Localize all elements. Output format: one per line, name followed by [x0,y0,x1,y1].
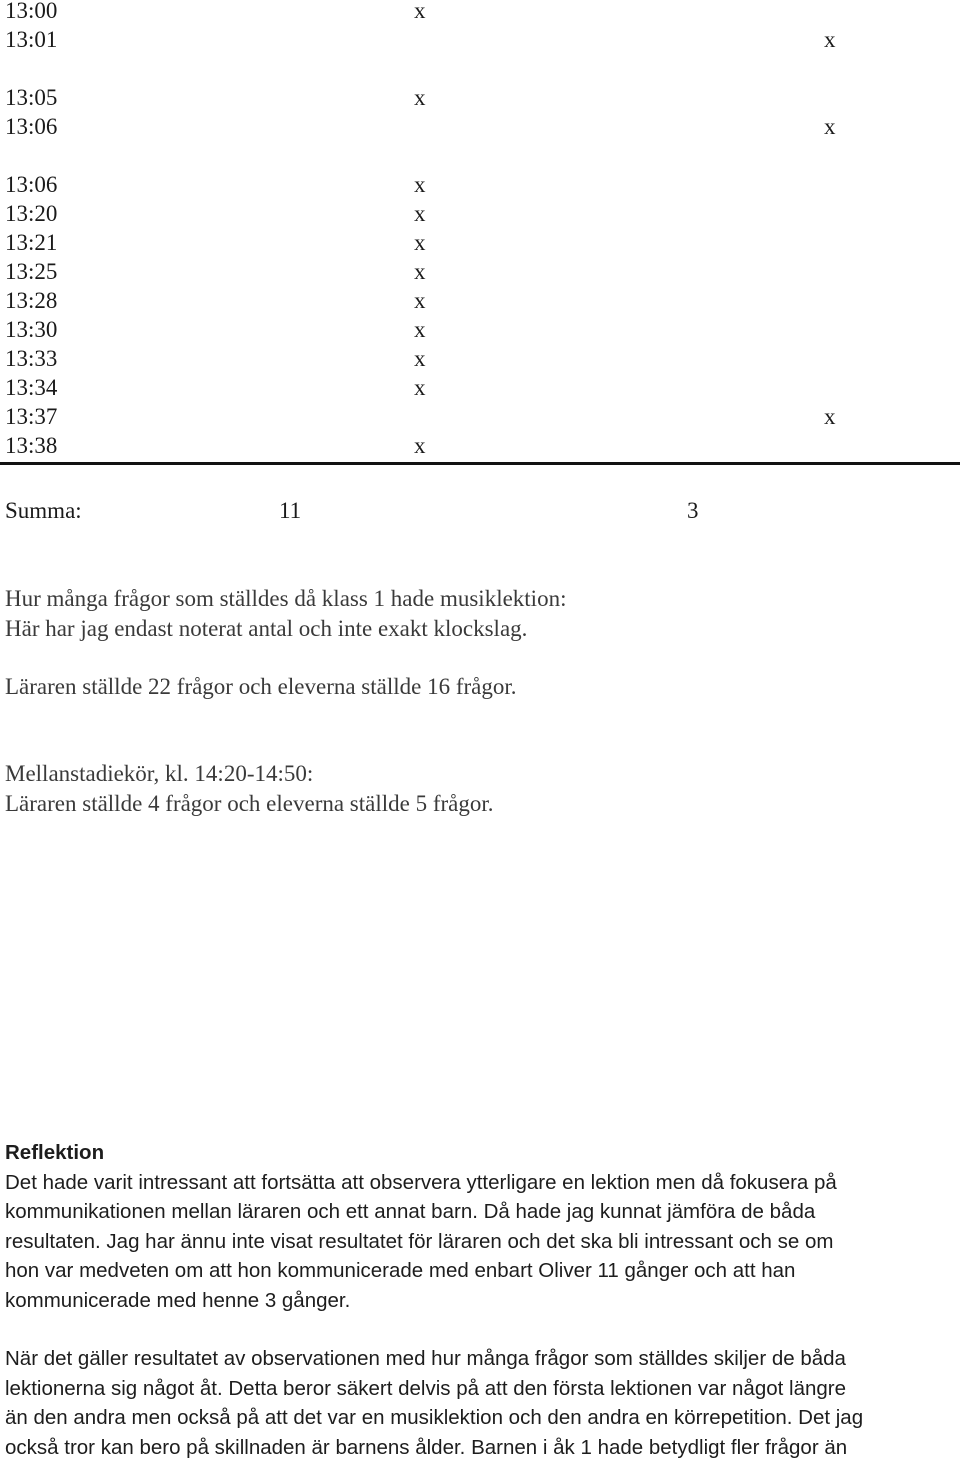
student-mark: x [824,112,836,141]
row-time: 13:00 [5,0,57,25]
teacher-mark: x [414,170,426,199]
sum-label: Summa: [5,496,82,526]
music-lesson-line2: Här har jag endast noterat antal och inte exakt klockslag. [5,614,945,644]
table-row [0,290,960,319]
table-row [0,348,960,377]
table-gap-row [0,58,960,87]
music-lesson-intro [5,584,945,643]
table-row [0,203,960,232]
sum-row [0,496,960,526]
reflection-p2-line: också tror kan bero på skillnaden är barnens ålder. Barnen i åk 1 hade betydligt fler frågor än [5,1433,953,1462]
table-row [0,319,960,348]
music-lesson-result [5,672,945,702]
row-time: 13:30 [5,315,57,344]
row-time: 13:37 [5,402,57,431]
observation-table [0,0,960,464]
table-row [0,435,960,464]
teacher-mark: x [414,315,426,344]
table-row [0,261,960,290]
table-row [0,174,960,203]
row-time: 13:25 [5,257,57,286]
teacher-mark: x [414,199,426,228]
teacher-mark: x [414,0,426,25]
sum-student-count: 3 [687,496,699,526]
table-row [0,232,960,261]
row-time: 13:21 [5,228,57,257]
table-row [0,377,960,406]
reflection-heading: Reflektion [5,1138,953,1168]
reflection-p2-line: När det gäller resultatet av observationen med hur många frågor som ställdes skiljer de båda [5,1344,953,1374]
student-mark: x [824,402,836,431]
choir-line1: Mellanstadiekör, kl. 14:20-14:50: [5,759,945,789]
table-row [0,29,960,58]
reflection-p1-line: kommunikationen mellan läraren och ett annat barn. Då hade jag kunnat jämföra de båda [5,1197,953,1227]
row-time: 13:01 [5,25,57,54]
teacher-mark: x [414,228,426,257]
row-time: 13:33 [5,344,57,373]
table-divider [0,462,960,465]
reflection-p1-line: kommunicerade med henne 3 gånger. [5,1286,953,1316]
table-row [0,0,960,29]
music-lesson-line1: Hur många frågor som ställdes då klass 1 hade musiklektion: [5,584,945,614]
reflection-section [5,1138,953,1462]
table-row [0,87,960,116]
row-time: 13:06 [5,170,57,199]
reflection-p1-line: hon var medveten om att hon kommunicerade med enbart Oliver 11 gånger och att han [5,1256,953,1286]
row-time: 13:05 [5,83,57,112]
music-lesson-result-text: Läraren ställde 22 frågor och eleverna ställde 16 frågor. [5,672,945,702]
teacher-mark: x [414,373,426,402]
row-time: 13:06 [5,112,57,141]
teacher-mark: x [414,83,426,112]
sum-teacher-count: 11 [279,496,301,526]
choir-line2: Läraren ställde 4 frågor och eleverna ställde 5 frågor. [5,789,945,819]
row-time: 13:34 [5,373,57,402]
student-mark: x [824,25,836,54]
table-gap-row [0,145,960,174]
reflection-p2-line: än den andra men också på att det var en musiklektion och den andra en körrepetition. Det jag [5,1403,953,1433]
reflection-p1-line: resultaten. Jag har ännu inte visat resultatet för läraren och det ska bli intressant och se om [5,1227,953,1257]
row-time: 13:28 [5,286,57,315]
row-time: 13:20 [5,199,57,228]
teacher-mark: x [414,257,426,286]
reflection-p2-line: lektionerna sig något åt. Detta beror säkert delvis på att den första lektionen var något längre [5,1374,953,1404]
teacher-mark: x [414,344,426,373]
paragraph-spacer [5,1315,953,1344]
reflection-p1-line: Det hade varit intressant att fortsätta att observera ytterligare en lektion men då fokusera på [5,1168,953,1198]
table-row [0,116,960,145]
teacher-mark: x [414,286,426,315]
choir-section [5,759,945,818]
row-time: 13:38 [5,431,57,460]
table-row [0,406,960,435]
teacher-mark: x [414,431,426,460]
